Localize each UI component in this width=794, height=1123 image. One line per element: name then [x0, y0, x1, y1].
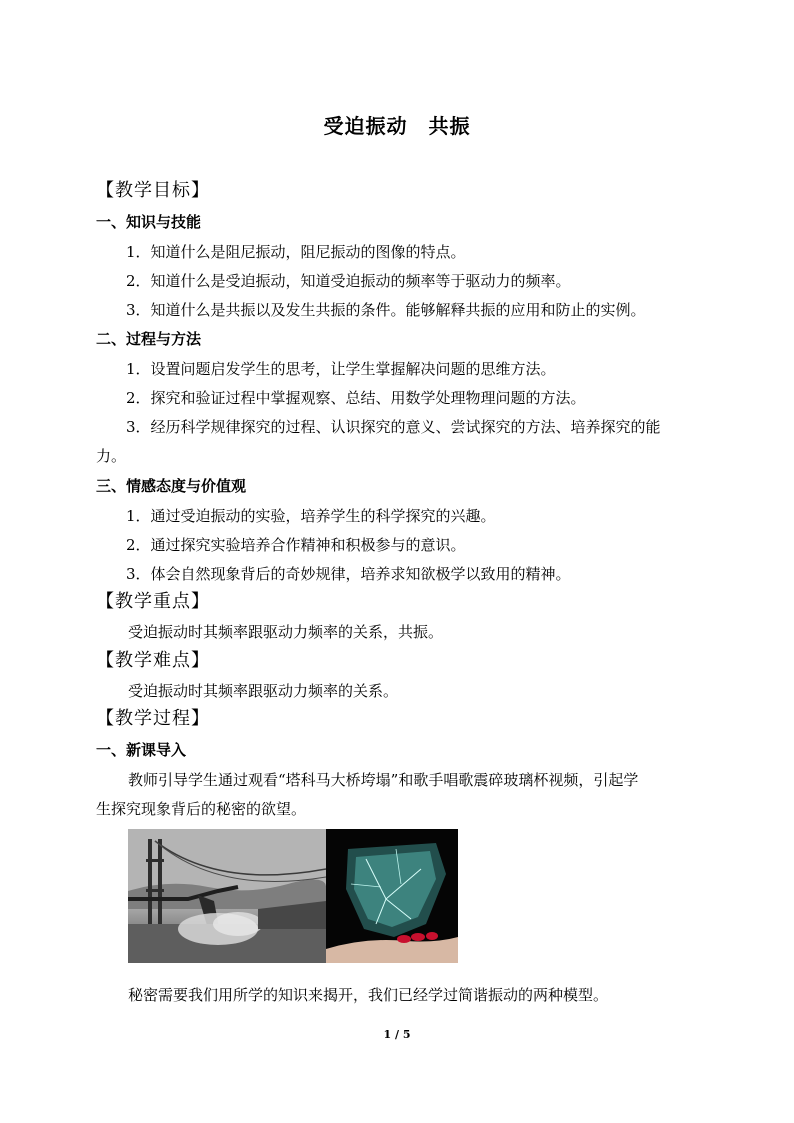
process-item-1: 1．设置问题启发学生的思考，让学生掌握解决问题的思维方法。	[126, 360, 556, 378]
after-images-paragraph: 秘密需要我们用所学的知识来揭开，我们已经学过简谐振动的两种模型。	[128, 986, 609, 1004]
page-number: 1 / 5	[383, 1028, 411, 1041]
knowledge-item-2: 2．知道什么是受迫振动，知道受迫振动的频率等于驱动力的频率。	[126, 272, 571, 290]
knowledge-item-3: 3．知道什么是共振以及发生共振的条件。能够解释共振的应用和防止的实例。	[126, 301, 646, 319]
process-methods-heading: 二、过程与方法	[96, 330, 202, 348]
intro-photos	[128, 829, 458, 963]
process-item-3-continuation: 力。	[96, 447, 127, 465]
emotion-item-1: 1．通过受迫振动的实验，培养学生的科学探究的兴趣。	[126, 507, 496, 525]
shattered-glass-photo	[326, 829, 458, 963]
process-item-3: 3．经历科学规律探究的过程、认识探究的意义、尝试探究的方法、培养探究的能	[126, 418, 661, 436]
emotion-item-3: 3．体会自然现象背后的奇妙规律，培养求知欲极学以致用的精神。	[126, 565, 571, 583]
document-title: 受迫振动 共振	[323, 114, 471, 138]
knowledge-item-1: 1．知道什么是阻尼振动，阻尼振动的图像的特点。	[126, 243, 466, 261]
teaching-process-heading: 【教学过程】	[96, 708, 210, 729]
tacoma-bridge-collapse-photo	[128, 829, 326, 963]
new-lesson-intro-heading: 一、新课导入	[96, 741, 187, 759]
emotion-item-2: 2．通过探究实验培养合作精神和积极参与的意识。	[126, 536, 466, 554]
knowledge-skills-heading: 一、知识与技能	[96, 213, 202, 231]
objectives-heading: 【教学目标】	[96, 180, 210, 201]
intro-paragraph-line-2: 生探究现象背后的秘密的欲望。	[96, 800, 307, 818]
emotion-values-heading: 三、情感态度与价值观	[96, 477, 247, 495]
difficulties-heading: 【教学难点】	[96, 650, 210, 671]
process-item-2: 2．探究和验证过程中掌握观察、总结、用数学处理物理问题的方法。	[126, 389, 586, 407]
intro-paragraph-line-1: 教师引导学生通过观看“塔科马大桥垮塌”和歌手唱歌震碎玻璃杯视频，引起学	[128, 771, 639, 789]
key-points-text: 受迫振动时其频率跟驱动力频率的关系，共振。	[128, 623, 444, 641]
difficulties-text: 受迫振动时其频率跟驱动力频率的关系。	[128, 682, 399, 700]
key-points-heading: 【教学重点】	[96, 591, 210, 612]
